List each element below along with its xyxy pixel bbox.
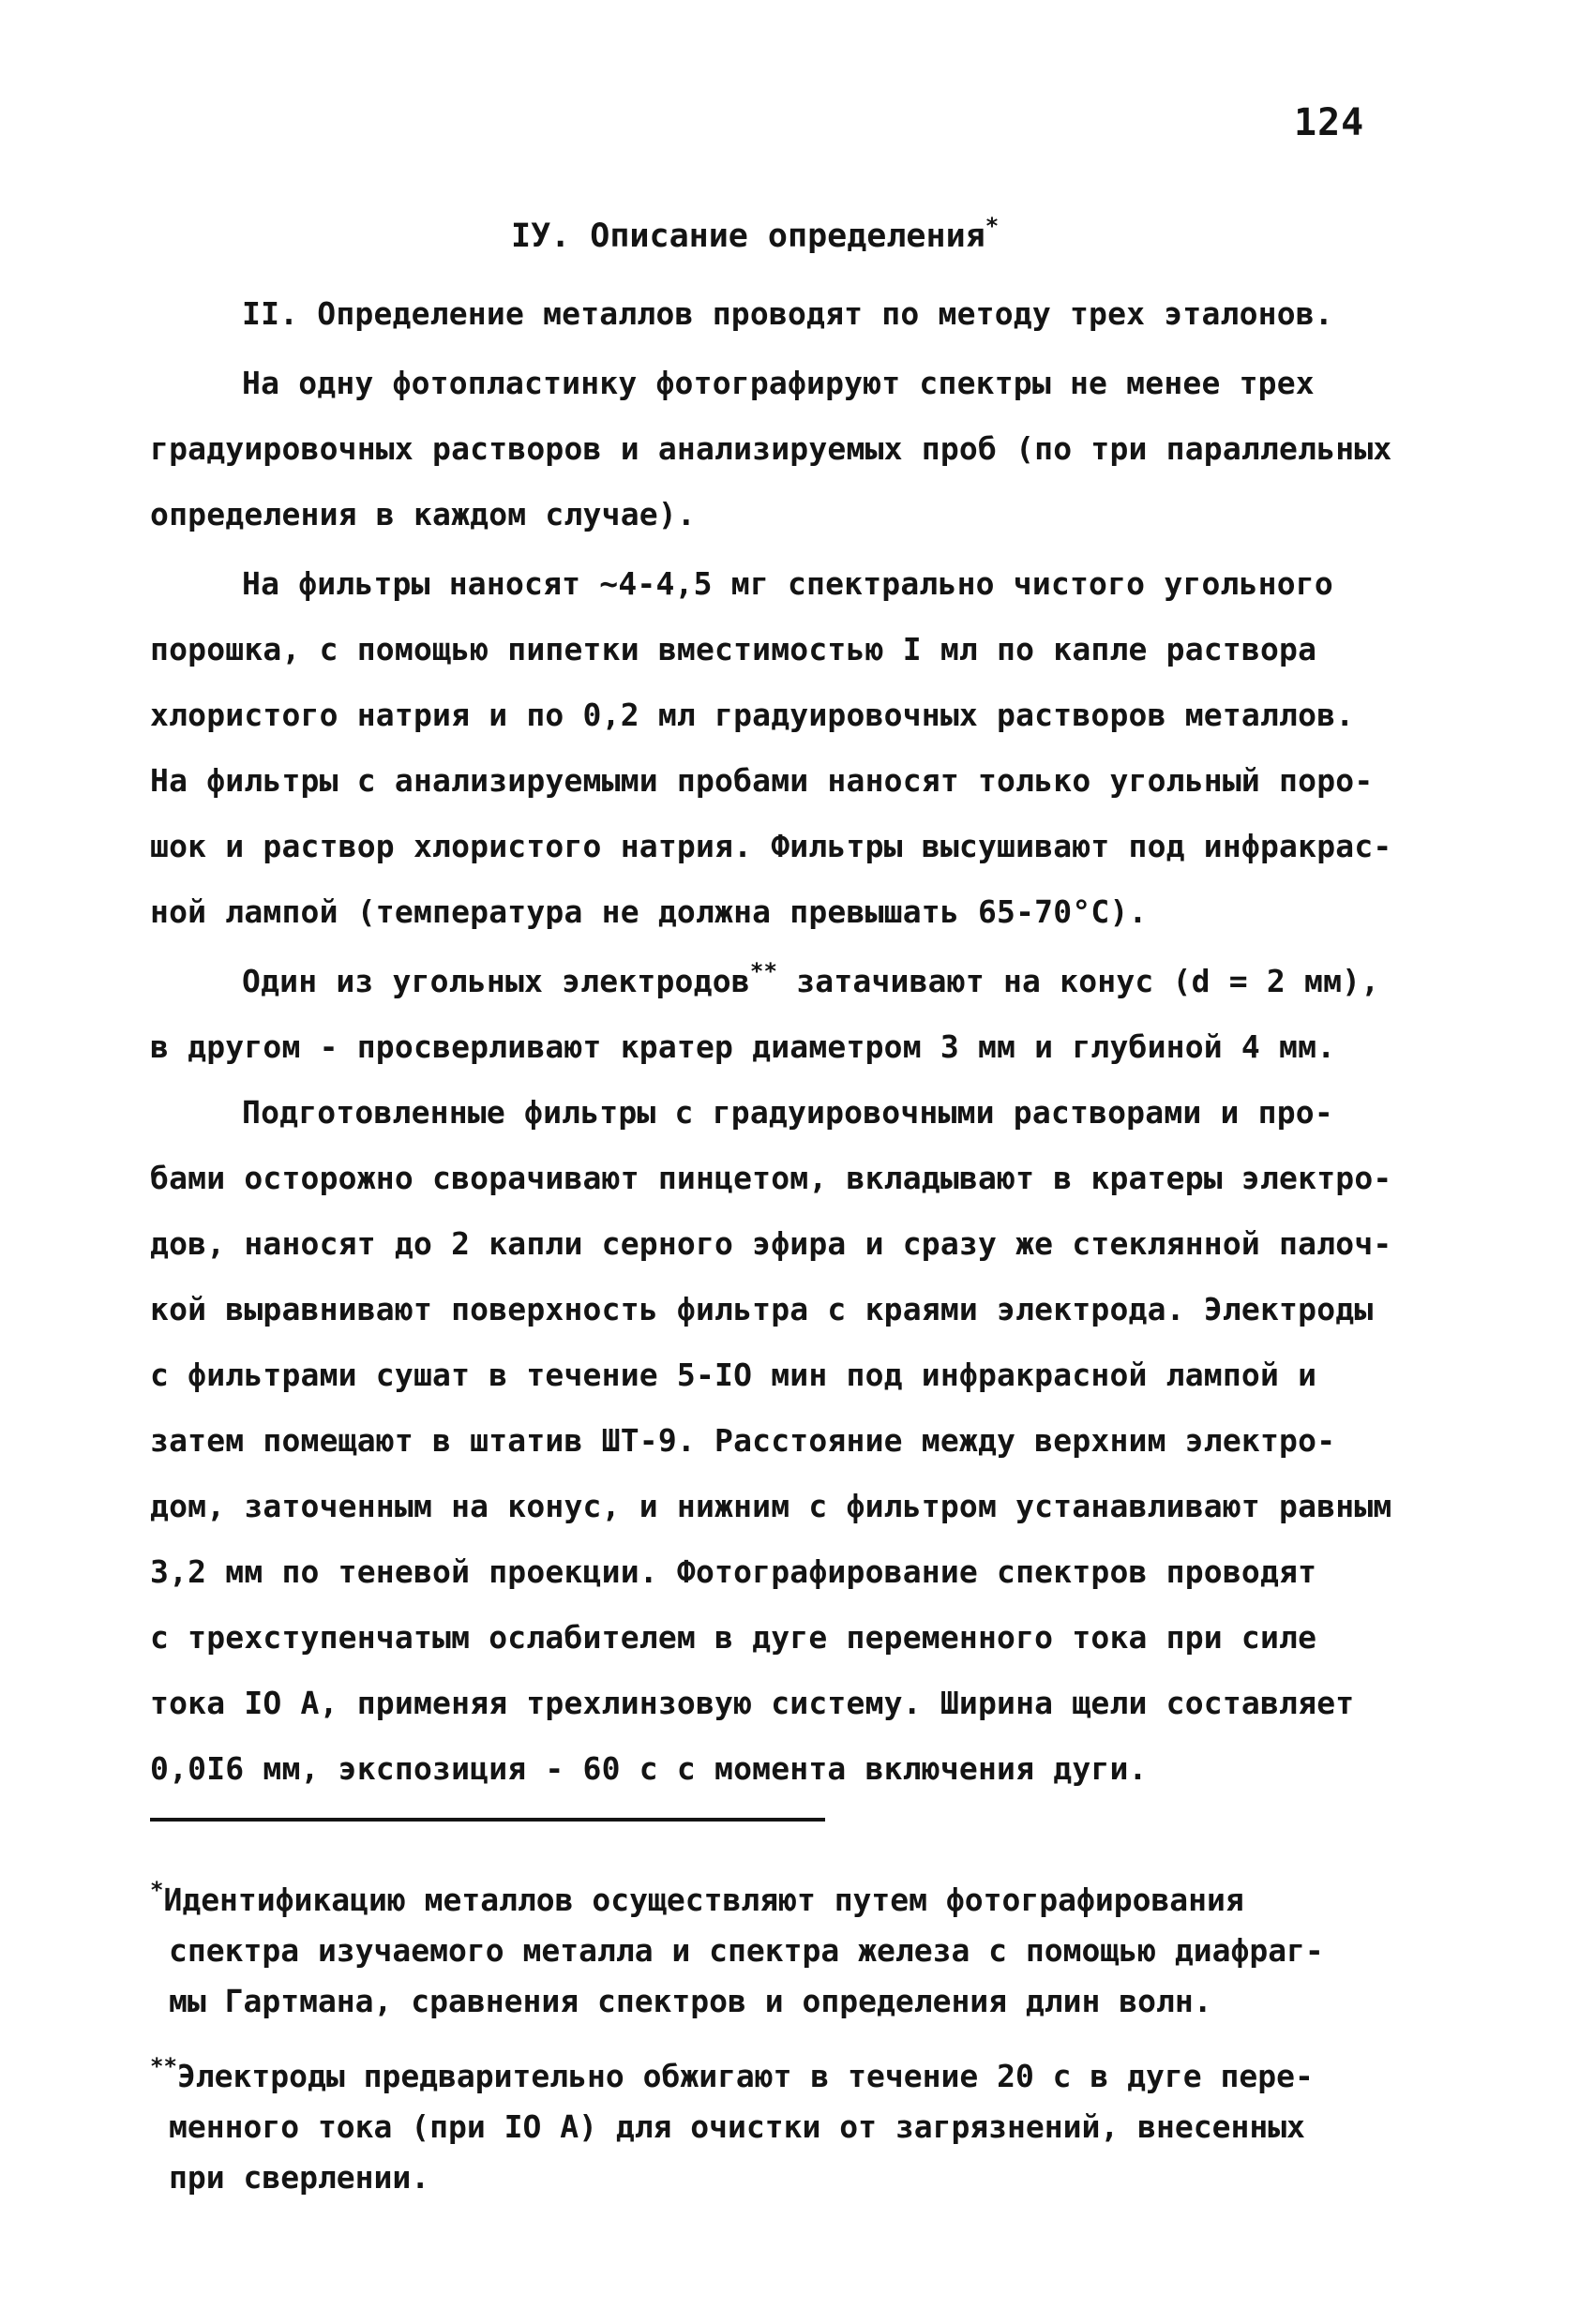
body-line: На фильтры наносят ~4-4,5 мг спектрально чистого угольного	[242, 565, 1333, 602]
footnote-separator	[150, 1818, 825, 1822]
body-line: порошка, с помощью пипетки вместимостью I мл по капле раствора	[150, 631, 1317, 667]
electrode-footnote-mark: **	[749, 958, 778, 984]
body-line: с фильтрами сушат в течение 5-IO мин под инфракрасной лампой и	[150, 1357, 1317, 1393]
footnote-1-mark: *	[150, 1877, 164, 1903]
footnote-2-line: менного тока (при IO А) для очистки от загрязнений, внесенных	[169, 2108, 1305, 2145]
heading-footnote-mark: *	[985, 213, 1000, 239]
body-line: шок и раствор хлористого натрия. Фильтры высушивают под инфракрас-	[150, 828, 1392, 864]
footnote-1-line	[150, 1877, 1244, 1918]
footnote-1-line: спектра изучаемого металла и спектра железа с помощью диафраг-	[169, 1932, 1324, 1969]
body-line: затем помещают в штатив ШТ-9. Расстояние между верхним электро-	[150, 1422, 1336, 1459]
body-line: хлористого натрия и по 0,2 мл градуировочных растворов металлов.	[150, 697, 1355, 733]
footnote-2-line: при сверлении.	[169, 2159, 430, 2196]
electrode-line-rest: затачивают на конус (d = 2 мм),	[777, 963, 1380, 999]
body-line: дом, заточенным на конус, и нижним с фильтром устанавливают равным	[150, 1488, 1392, 1524]
body-line: определения в каждом случае).	[150, 496, 696, 532]
body-line: с трехступенчатым ослабителем в дуге переменного тока при силе	[150, 1619, 1317, 1656]
body-line: кой выравнивают поверхность фильтра с краями электрода. Электроды	[150, 1291, 1374, 1327]
body-line: 0,0I6 мм, экспозиция - 60 с с момента включения дуги.	[150, 1750, 1148, 1787]
electrode-line-start: Один из угольных электродов	[242, 963, 750, 999]
body-line: ной лампой (температура не должна превышать 65-70°С).	[150, 893, 1148, 930]
section-heading	[511, 213, 1000, 255]
body-line: На фильтры с анализируемыми пробами наносят только угольный поро-	[150, 762, 1374, 799]
body-line: дов, наносят до 2 капли серного эфира и сразу же стеклянной палоч-	[150, 1225, 1392, 1262]
footnote-2-mark: **	[150, 2053, 177, 2079]
body-line: II. Определение металлов проводят по методу трех эталонов.	[242, 295, 1333, 332]
body-line: в другом - просверливают кратер диаметром 3 мм и глубиной 4 мм.	[150, 1028, 1336, 1065]
footnote-2-text: Электроды предварительно обжигают в течение 20 с в дуге пере-	[176, 2058, 1314, 2094]
body-line: бами осторожно сворачивают пинцетом, вкладывают в кратеры электро-	[150, 1160, 1392, 1196]
body-line: тока IO А, применяя трехлинзовую систему. Ширина щели составляет	[150, 1685, 1355, 1721]
section-heading-text: IУ. Описание определения	[511, 217, 985, 255]
body-line: Подготовленные фильтры с градуировочными растворами и про-	[242, 1094, 1333, 1131]
footnote-1-line: мы Гартмана, сравнения спектров и определения длин волн.	[169, 1983, 1212, 2019]
body-line: 3,2 мм по теневой проекции. Фотографирование спектров проводят	[150, 1553, 1317, 1590]
page-number: 124	[1294, 101, 1365, 144]
body-line-electrodes	[242, 958, 1380, 999]
footnote-2-line	[150, 2053, 1314, 2094]
body-line: На одну фотопластинку фотографируют спектры не менее трех	[242, 365, 1315, 401]
footnote-1-text: Идентификацию металлов осуществляют путем фотографирования	[163, 1882, 1244, 1918]
body-line: градуировочных растворов и анализируемых проб (по три параллельных	[150, 430, 1392, 467]
